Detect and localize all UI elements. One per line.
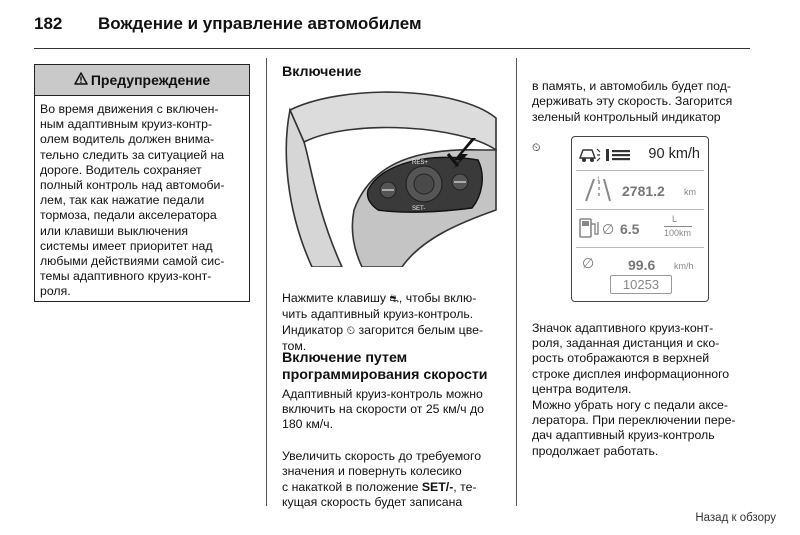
driver-info-display xyxy=(571,136,709,302)
warning-text: Во время движения с включен- ным адаптивным круиз-контр- олем водитель должен внима- тельно следить за ситуацией на дороге. Водитель сохраняет полный контроль над автомоби- лем, так как нажатие педали тормоза, педали акселератора или клавиши выключения системы имеет приоритет над любыми действиями самой сис- темы адаптивного круиз-конт- роля. xyxy=(40,102,225,299)
cruise-indicator-icon: ⏲ xyxy=(532,142,541,155)
cruise-indicator-icon: ⏲ xyxy=(346,324,356,337)
set-label: SET- xyxy=(412,206,426,212)
section-heading xyxy=(282,64,508,81)
paragraph-increase-speed xyxy=(282,434,508,510)
page-title: Вождение и управление автомобилем xyxy=(98,14,422,33)
trip-unit: km xyxy=(684,187,696,197)
page-header xyxy=(34,14,750,40)
paragraph-display-info: Значок адаптивного круиз-конт- роля, заданная дистанция и ско- рость отображаются в верхней строке дисплея информационного центра водителя. xyxy=(532,321,730,396)
text-segment: , те- кущая скорость будет записана xyxy=(282,479,477,509)
odometer: 10253 xyxy=(610,275,672,294)
avg-symbol: ∅ xyxy=(582,255,595,271)
warning-header xyxy=(35,65,249,96)
heading-enable: Включение xyxy=(282,64,362,80)
road-icon xyxy=(578,175,618,203)
column-divider xyxy=(266,58,267,506)
svg-text:1: 1 xyxy=(597,177,601,183)
steering-wheel-figure xyxy=(282,90,504,267)
set-minus-label: SET/- xyxy=(421,479,454,494)
adaptive-cruise-icon: ⛐ xyxy=(389,293,399,306)
header-divider xyxy=(34,48,750,49)
adaptive-cruise-icon xyxy=(578,146,634,164)
back-to-overview-link[interactable]: Назад к обзору xyxy=(695,512,776,524)
page-number: 182 xyxy=(34,14,63,33)
text-segment: , чтобы вклю- чить адаптивный круиз-контроль. Индикатор xyxy=(282,291,477,337)
text-segment: Увеличить скорость до требуемого значения и повернуть колесико с накаткой в положение xyxy=(282,449,482,494)
warning-triangle-icon xyxy=(74,72,88,88)
paragraph-accelerator: Можно убрать ногу с педали аксе- лератора. При переключении пере- дач адаптивный круиз-контроль продолжает работать. xyxy=(532,398,736,458)
section-heading xyxy=(282,350,508,384)
set-speed-value: 90 km/h xyxy=(648,146,700,162)
heading-speed-programming: Включение путем программирования скорости xyxy=(282,350,488,383)
paragraph-enable xyxy=(282,276,508,354)
text-segment: Нажмите клавишу xyxy=(282,291,390,306)
avg-symbol: ∅ xyxy=(602,221,615,237)
fuel-pump-icon xyxy=(578,215,600,239)
consumption-unit-bottom: 100km xyxy=(664,228,692,238)
text-segment: в память, и автомобиль будет под- держивать эту скорость. Загорится зеленый контрольный индикатор xyxy=(532,79,733,124)
res-label: RES+ xyxy=(412,160,428,166)
consumption-unit-top: L xyxy=(672,214,678,224)
avg-speed-value: 99.6 xyxy=(628,257,656,273)
display-row-trip xyxy=(572,171,708,211)
text-segment: загорится белым цве- том. xyxy=(282,322,484,353)
warning-box xyxy=(34,64,250,302)
consumption-value: 6.5 xyxy=(620,221,640,237)
trip-value: 2781.2 xyxy=(622,183,665,199)
avg-speed-unit: km/h xyxy=(674,261,694,271)
warning-title: Предупреждение xyxy=(90,72,211,88)
column-divider xyxy=(516,58,517,506)
display-row-consumption xyxy=(572,209,708,249)
fraction-bar xyxy=(664,226,692,227)
paragraph-speed-range: Адаптивный круиз-контроль можно включить на скорости от 25 км/ч до 180 км/ч. xyxy=(282,387,485,432)
